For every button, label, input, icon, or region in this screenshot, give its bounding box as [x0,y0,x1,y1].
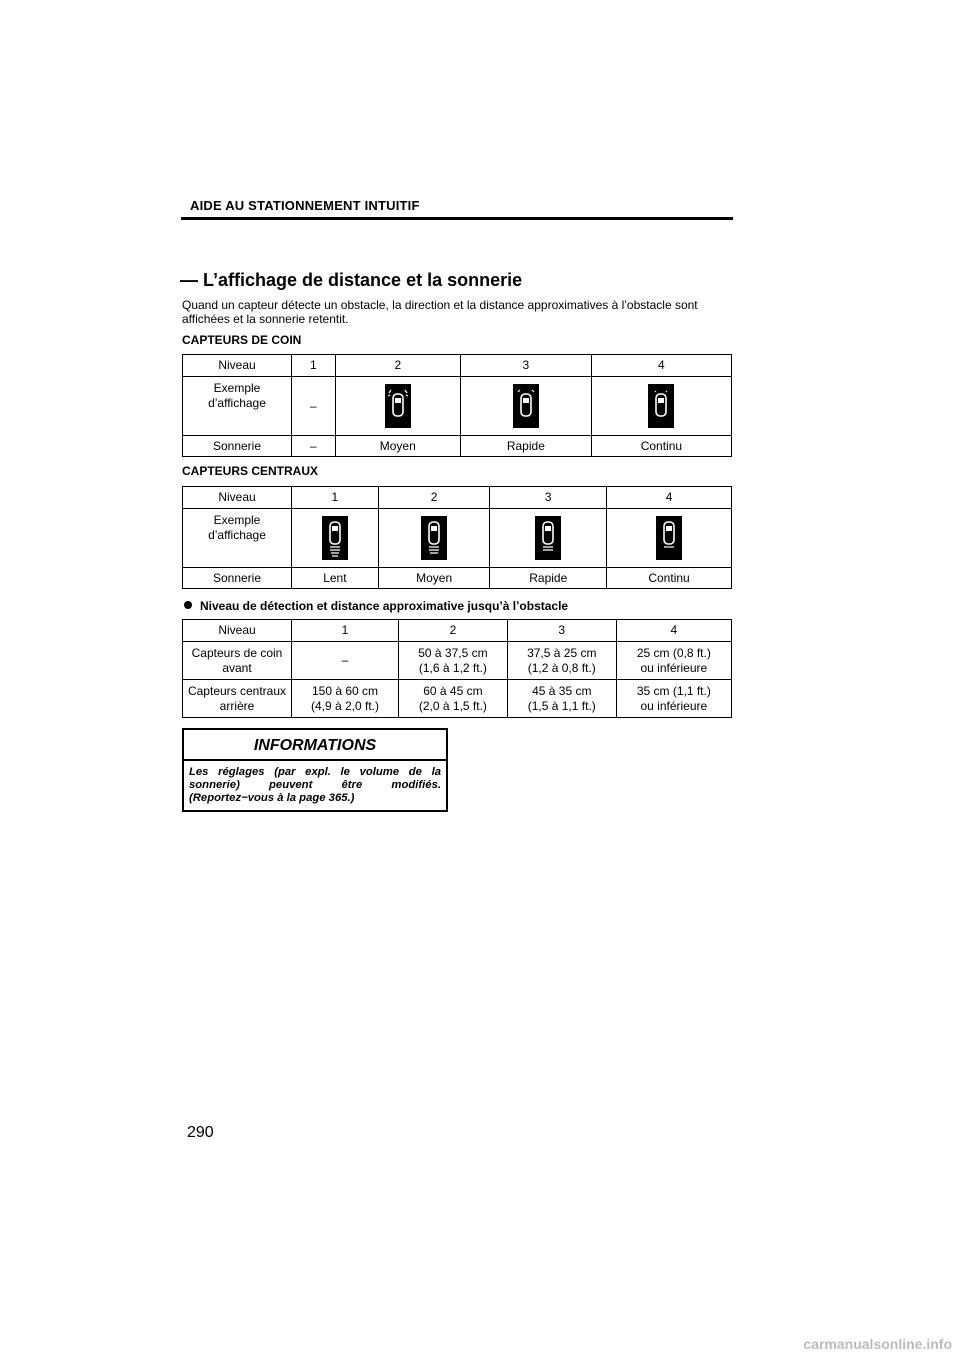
distance-value: 150 à 60 cm [311,683,379,698]
sound-cell: Rapide [460,436,591,457]
distance-value-imperial: (1,2 à 0,8 ft.) [527,660,596,675]
level-cell: 3 [490,487,607,509]
information-text: Les réglages (par expl. le volume de la sonnerie) peuvent être modifiés. (Reportez−vous à la page 365.) [189,766,441,804]
header-rule [181,217,733,220]
distance-value-imperial: (2,0 à 1,5 ft.) [418,698,487,713]
distance-value: 50 à 37,5 cm [418,645,488,660]
level-cell: 4 [591,355,731,377]
display-cell [335,377,460,436]
distance-cell [507,642,616,680]
sound-cell: Continu [607,568,732,589]
sound-cell: Moyen [378,568,490,589]
display-cell [490,509,607,568]
row-label-level: Niveau [183,355,292,377]
distance-value: 45 à 35 cm [532,683,592,698]
distance-value-imperial: (1,5 à 1,1 ft.) [527,698,596,713]
distance-value-imperial: ou inférieure [640,660,708,675]
distance-cell [616,642,731,680]
center-sensors-heading: CAPTEURS CENTRAUX [182,464,319,478]
display-cell: – [292,377,336,436]
car-top-view-icon [535,516,561,560]
distance-value-imperial: (4,9 à 2,0 ft.) [310,698,380,713]
sound-cell: Rapide [490,568,607,589]
distance-cell [399,680,508,718]
distance-cell [399,642,508,680]
table-row [183,487,732,509]
distance-value: – [341,653,349,667]
row-label-level: Niveau [183,620,292,642]
level-cell: 3 [460,355,591,377]
level-cell: 1 [292,355,336,377]
level-cell: 1 [292,620,399,642]
bullet-dot-icon [184,601,192,609]
distance-cell [292,642,399,680]
page-number: 290 [187,1124,214,1141]
level-cell: 4 [616,620,731,642]
row-label-display: Exemple d’affichage [183,509,292,568]
corner-sensors-table [182,354,732,457]
distance-table [182,619,732,718]
section-title: — L’affichage de distance et la sonnerie [180,270,523,290]
distance-value-imperial: (1,6 à 1,2 ft.) [418,660,487,675]
table-row [183,436,732,457]
car-top-view-icon [648,384,674,428]
row-label-corner-front: Capteurs de coin avant [183,642,292,680]
watermark: carmanualsonline.info [803,1336,952,1352]
row-label-sound: Sonnerie [183,436,292,457]
distance-value: 60 à 45 cm [423,683,483,698]
car-top-view-icon [513,384,539,428]
sound-cell: Moyen [335,436,460,457]
sound-cell: – [292,436,336,457]
distance-cell [616,680,731,718]
running-header: AIDE AU STATIONNEMENT INTUITIF [190,198,420,213]
table-row [183,680,732,718]
table-row [183,355,732,377]
level-cell: 2 [399,620,508,642]
center-sensors-table [182,486,732,589]
row-label-sound: Sonnerie [183,568,292,589]
sound-cell: Continu [591,436,731,457]
car-top-view-icon [421,516,447,560]
level-cell: 3 [507,620,616,642]
car-top-view-icon [656,516,682,560]
display-cell [378,509,490,568]
table-row [183,377,732,436]
row-label-level: Niveau [183,487,292,509]
sound-cell: Lent [292,568,379,589]
display-cell [591,377,731,436]
car-top-view-icon [385,384,411,428]
information-title: INFORMATIONS [253,737,377,754]
level-cell: 4 [607,487,732,509]
distance-value-imperial: ou inférieure [640,698,708,713]
distance-value: 25 cm (0,8 ft.) [636,645,711,660]
intro-paragraph: Quand un capteur détecte un obstacle, la direction et la distance approximatives à l’obstacle sont affichées et la sonnerie retentit. [182,298,698,326]
corner-sensors-heading: CAPTEURS DE COIN [182,333,302,347]
distance-value: 35 cm (1,1 ft.) [636,683,711,698]
distance-cell [507,680,616,718]
row-label-display: Exemple d’affichage [183,377,292,436]
table-row [183,642,732,680]
table-row [183,620,732,642]
distance-heading [184,599,568,613]
distance-heading-text: Niveau de détection et distance approximative jusqu’à l’obstacle [200,599,569,613]
level-cell: 2 [378,487,490,509]
distance-value: 37,5 à 25 cm [527,645,597,660]
row-label-center-rear: Capteurs centraux arrière [183,680,292,718]
distance-cell [292,680,399,718]
level-cell: 2 [335,355,460,377]
level-cell: 1 [292,487,379,509]
display-cell [460,377,591,436]
table-row [183,509,732,568]
table-row [183,568,732,589]
car-top-view-icon [322,516,348,560]
display-cell [607,509,732,568]
display-cell [292,509,379,568]
information-box [182,728,448,812]
